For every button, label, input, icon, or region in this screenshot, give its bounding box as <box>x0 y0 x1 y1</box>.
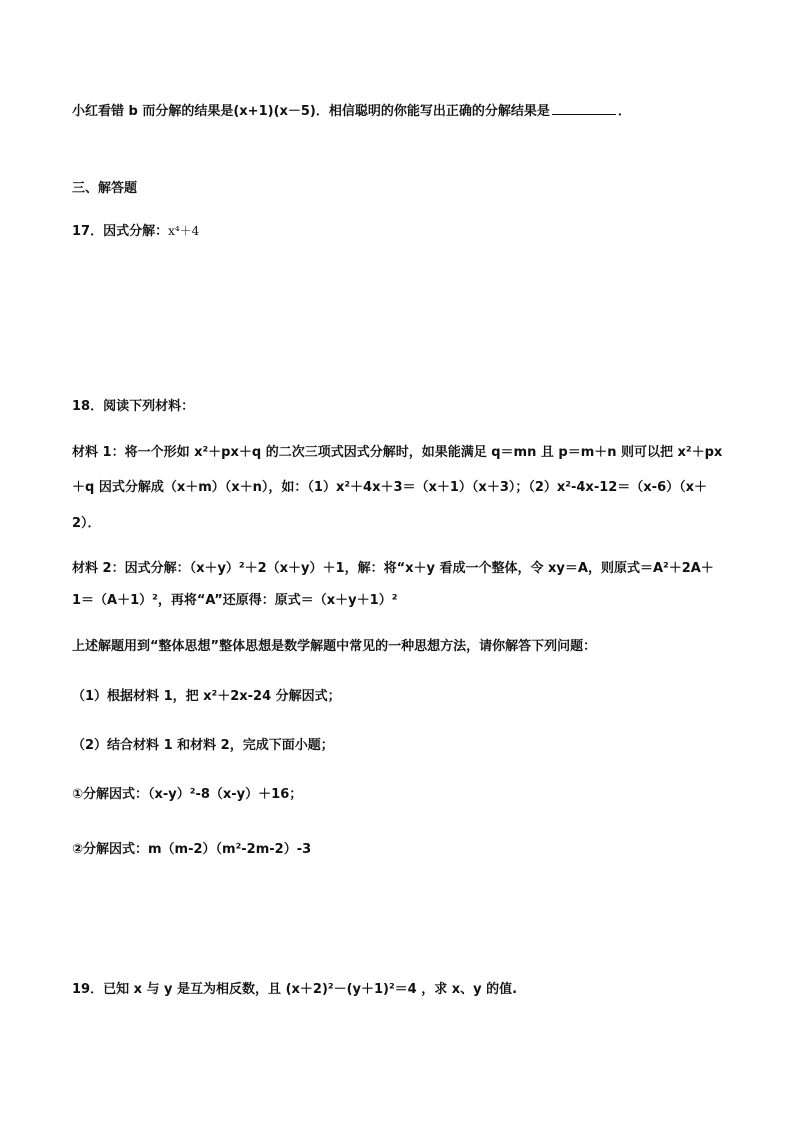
q16-line <box>72 102 631 121</box>
subquestion-1: （1）根据材料 1，把 x²＋2x-24 分解因式； <box>72 689 341 704</box>
q19-line: 19．已知 x 与 y 是互为相反数，且 (x＋2)²－(y＋1)²＝4 ，求 x、y 的值. <box>72 982 518 997</box>
material2-line2: 1＝（A＋1）²，再将“A”还原得：原式＝（x＋y＋1）² <box>72 593 398 608</box>
q16-end: ． <box>617 104 631 119</box>
part-2: ②分解因式：m（m-2）（m²-2m-2）-3 <box>72 842 312 857</box>
subquestion-2: （2）结合材料 1 和材料 2，完成下面小题； <box>72 738 334 753</box>
part-1: ①分解因式：（x-y）²-8（x-y）＋16； <box>72 787 303 802</box>
material1-line1: 材料 1：将一个形如 x²＋px＋q 的二次三项式因式分解时，如果能满足 q＝mn 且 p＝m＋n 则可以把 x²＋px <box>72 445 723 460</box>
summary-line: 上述解题用到“整体思想”整体思想是数学解题中常见的一种思想方法，请你解答下列问题： <box>72 639 597 654</box>
material1-line3: 2）． <box>72 516 101 531</box>
q17-label: 17．因式分解： <box>72 224 169 239</box>
q18-prompt: 18．阅读下列材料： <box>72 399 195 414</box>
q16-text: 小红看错 b 而分解的结果是(x+1)(x－5)．相信聪明的你能写出正确的分解结果是 <box>72 104 550 119</box>
material2-line1: 材料 2：因式分解：（x＋y）²＋2（x＋y）＋1，解：将“x＋y 看成一个整体，令 xy＝A，则原式＝A²＋2A＋ <box>72 561 714 576</box>
q17-expression: x⁴＋4 <box>168 224 200 238</box>
material1-line2: ＋q 因式分解成（x＋m）（x＋n），如：（1）x²＋4x＋3＝（x＋1）（x＋3）；（2）x²-4x-12＝（x-6）（x＋ <box>72 480 708 495</box>
q17-line <box>72 222 199 241</box>
section-heading: 三、解答题 <box>72 181 138 196</box>
answer-blank[interactable] <box>552 102 616 115</box>
